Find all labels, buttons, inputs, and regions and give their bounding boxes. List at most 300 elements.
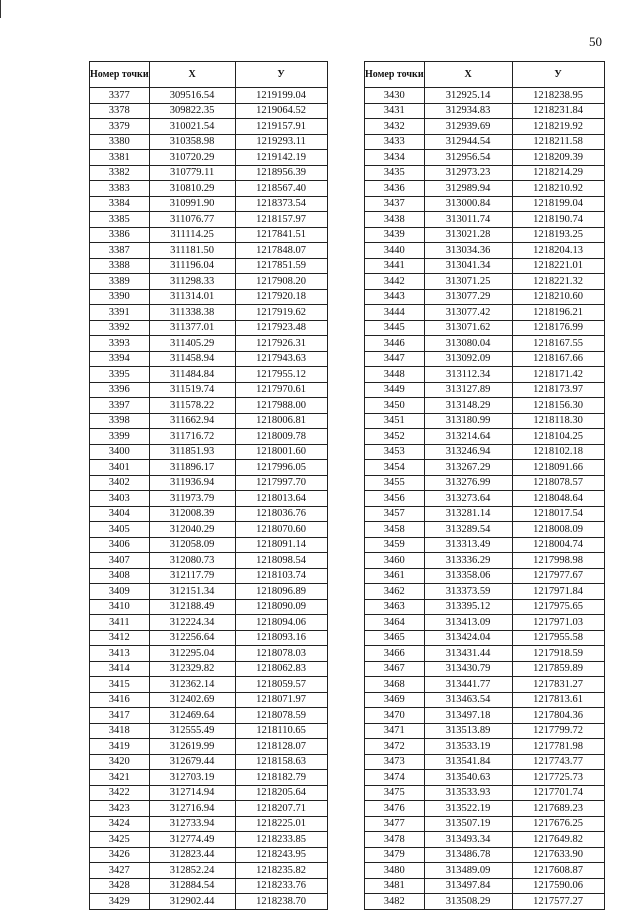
table-row bbox=[90, 491, 328, 507]
cell-y: 1218219.92 bbox=[512, 119, 604, 135]
cell-point-number: 3457 bbox=[365, 506, 425, 522]
cell-y: 1218008.09 bbox=[512, 522, 604, 538]
cell-y: 1217908.20 bbox=[235, 274, 327, 290]
cell-point-number: 3382 bbox=[90, 165, 150, 181]
cell-y: 1218062.83 bbox=[235, 661, 327, 677]
table-row bbox=[90, 398, 328, 414]
cell-point-number: 3410 bbox=[90, 599, 150, 615]
cell-point-number: 3478 bbox=[365, 832, 425, 848]
cell-point-number: 3481 bbox=[365, 878, 425, 894]
cell-y: 1218093.16 bbox=[235, 630, 327, 646]
cell-y: 1219199.04 bbox=[235, 88, 327, 104]
table-row bbox=[365, 754, 605, 770]
cell-y: 1218004.74 bbox=[512, 537, 604, 553]
cell-x: 311662.94 bbox=[149, 413, 235, 429]
cell-y: 1218078.03 bbox=[235, 646, 327, 662]
cell-point-number: 3418 bbox=[90, 723, 150, 739]
table-row bbox=[90, 336, 328, 352]
cell-point-number: 3417 bbox=[90, 708, 150, 724]
cell-x: 313522.19 bbox=[424, 801, 512, 817]
cell-y: 1217676.25 bbox=[512, 816, 604, 832]
cell-y: 1218104.25 bbox=[512, 429, 604, 445]
cell-point-number: 3442 bbox=[365, 274, 425, 290]
cell-x: 313395.12 bbox=[424, 599, 512, 615]
cell-y: 1218193.25 bbox=[512, 227, 604, 243]
cell-x: 311314.01 bbox=[149, 289, 235, 305]
cell-y: 1218214.29 bbox=[512, 165, 604, 181]
cell-point-number: 3400 bbox=[90, 444, 150, 460]
table-row bbox=[365, 382, 605, 398]
table-row bbox=[365, 274, 605, 290]
cell-point-number: 3404 bbox=[90, 506, 150, 522]
cell-point-number: 3428 bbox=[90, 878, 150, 894]
table-row bbox=[90, 506, 328, 522]
header-x: Х bbox=[424, 62, 512, 88]
cell-x: 312679.44 bbox=[149, 754, 235, 770]
cell-point-number: 3443 bbox=[365, 289, 425, 305]
cell-point-number: 3445 bbox=[365, 320, 425, 336]
cell-y: 1218071.97 bbox=[235, 692, 327, 708]
cell-x: 313276.99 bbox=[424, 475, 512, 491]
table-row bbox=[90, 258, 328, 274]
cell-y: 1218182.79 bbox=[235, 770, 327, 786]
cell-point-number: 3403 bbox=[90, 491, 150, 507]
table-row bbox=[90, 227, 328, 243]
table-row bbox=[90, 382, 328, 398]
table-row bbox=[365, 429, 605, 445]
cell-point-number: 3390 bbox=[90, 289, 150, 305]
cell-y: 1217725.73 bbox=[512, 770, 604, 786]
cell-point-number: 3389 bbox=[90, 274, 150, 290]
cell-point-number: 3422 bbox=[90, 785, 150, 801]
cell-x: 312823.44 bbox=[149, 847, 235, 863]
cell-x: 313497.18 bbox=[424, 708, 512, 724]
table-row bbox=[90, 88, 328, 104]
cell-y: 1218173.97 bbox=[512, 382, 604, 398]
header-x: Х bbox=[149, 62, 235, 88]
cell-y: 1218059.57 bbox=[235, 677, 327, 693]
cell-point-number: 3407 bbox=[90, 553, 150, 569]
cell-point-number: 3377 bbox=[90, 88, 150, 104]
cell-y: 1218207.71 bbox=[235, 801, 327, 817]
table-row bbox=[90, 165, 328, 181]
cell-x: 313267.29 bbox=[424, 460, 512, 476]
cell-x: 312939.69 bbox=[424, 119, 512, 135]
table-row bbox=[365, 243, 605, 259]
cell-y: 1218103.74 bbox=[235, 568, 327, 584]
cell-x: 311716.72 bbox=[149, 429, 235, 445]
cell-point-number: 3412 bbox=[90, 630, 150, 646]
cell-x: 313281.14 bbox=[424, 506, 512, 522]
cell-x: 313358.06 bbox=[424, 568, 512, 584]
table-row bbox=[365, 894, 605, 910]
cell-y: 1218171.42 bbox=[512, 367, 604, 383]
cell-x: 313493.34 bbox=[424, 832, 512, 848]
cell-x: 312329.82 bbox=[149, 661, 235, 677]
table-row bbox=[365, 553, 605, 569]
table-row bbox=[90, 754, 328, 770]
cell-x: 313424.04 bbox=[424, 630, 512, 646]
cell-point-number: 3475 bbox=[365, 785, 425, 801]
cell-point-number: 3391 bbox=[90, 305, 150, 321]
cell-y: 1217804.36 bbox=[512, 708, 604, 724]
table-row bbox=[365, 181, 605, 197]
table-row bbox=[90, 134, 328, 150]
cell-point-number: 3421 bbox=[90, 770, 150, 786]
table-row bbox=[365, 134, 605, 150]
cell-point-number: 3456 bbox=[365, 491, 425, 507]
cell-x: 309822.35 bbox=[149, 103, 235, 119]
cell-point-number: 3379 bbox=[90, 119, 150, 135]
cell-x: 313413.09 bbox=[424, 615, 512, 631]
cell-point-number: 3480 bbox=[365, 863, 425, 879]
table-row bbox=[365, 863, 605, 879]
table-row bbox=[365, 568, 605, 584]
cell-point-number: 3397 bbox=[90, 398, 150, 414]
cell-point-number: 3462 bbox=[365, 584, 425, 600]
cell-x: 312934.83 bbox=[424, 103, 512, 119]
cell-x: 313000.84 bbox=[424, 196, 512, 212]
table-row bbox=[365, 801, 605, 817]
cell-point-number: 3459 bbox=[365, 537, 425, 553]
cell-y: 1218221.01 bbox=[512, 258, 604, 274]
cell-y: 1219064.52 bbox=[235, 103, 327, 119]
table-row bbox=[365, 119, 605, 135]
cell-point-number: 3450 bbox=[365, 398, 425, 414]
cell-y: 1217988.00 bbox=[235, 398, 327, 414]
cell-x: 312151.34 bbox=[149, 584, 235, 600]
cell-y: 1218956.39 bbox=[235, 165, 327, 181]
cell-x: 313336.29 bbox=[424, 553, 512, 569]
cell-x: 312555.49 bbox=[149, 723, 235, 739]
table-row bbox=[90, 212, 328, 228]
table-row bbox=[365, 506, 605, 522]
table-row bbox=[90, 568, 328, 584]
table-row bbox=[365, 413, 605, 429]
table-row bbox=[90, 785, 328, 801]
cell-x: 312402.69 bbox=[149, 692, 235, 708]
cell-point-number: 3436 bbox=[365, 181, 425, 197]
cell-x: 311114.25 bbox=[149, 227, 235, 243]
table-row bbox=[90, 692, 328, 708]
cell-point-number: 3463 bbox=[365, 599, 425, 615]
cell-y: 1217743.77 bbox=[512, 754, 604, 770]
cell-x: 312989.94 bbox=[424, 181, 512, 197]
table-row bbox=[90, 537, 328, 553]
cell-y: 1218070.60 bbox=[235, 522, 327, 538]
header-y: У bbox=[235, 62, 327, 88]
cell-point-number: 3406 bbox=[90, 537, 150, 553]
cell-y: 1217831.27 bbox=[512, 677, 604, 693]
cell-x: 312117.79 bbox=[149, 568, 235, 584]
cell-x: 313489.09 bbox=[424, 863, 512, 879]
table-row bbox=[90, 119, 328, 135]
table-row bbox=[365, 708, 605, 724]
cell-x: 313313.49 bbox=[424, 537, 512, 553]
cell-point-number: 3399 bbox=[90, 429, 150, 445]
cell-y: 1217970.61 bbox=[235, 382, 327, 398]
table-row bbox=[365, 646, 605, 662]
cell-x: 311076.77 bbox=[149, 212, 235, 228]
cell-point-number: 3472 bbox=[365, 739, 425, 755]
table-row bbox=[90, 816, 328, 832]
cell-y: 1218009.78 bbox=[235, 429, 327, 445]
cell-x: 312362.14 bbox=[149, 677, 235, 693]
table-row bbox=[90, 475, 328, 491]
table-row bbox=[365, 537, 605, 553]
table-row bbox=[365, 289, 605, 305]
cell-y: 1218211.58 bbox=[512, 134, 604, 150]
cell-x: 313533.19 bbox=[424, 739, 512, 755]
cell-y: 1218210.92 bbox=[512, 181, 604, 197]
cell-point-number: 3441 bbox=[365, 258, 425, 274]
cell-point-number: 3393 bbox=[90, 336, 150, 352]
cell-point-number: 3470 bbox=[365, 708, 425, 724]
cell-y: 1218233.85 bbox=[235, 832, 327, 848]
cell-x: 311519.74 bbox=[149, 382, 235, 398]
cell-x: 310810.29 bbox=[149, 181, 235, 197]
cell-point-number: 3395 bbox=[90, 367, 150, 383]
cell-x: 310021.54 bbox=[149, 119, 235, 135]
cell-point-number: 3381 bbox=[90, 150, 150, 166]
cell-x: 312774.49 bbox=[149, 832, 235, 848]
cell-x: 309516.54 bbox=[149, 88, 235, 104]
cell-x: 313497.84 bbox=[424, 878, 512, 894]
cell-point-number: 3385 bbox=[90, 212, 150, 228]
cell-y: 1218190.74 bbox=[512, 212, 604, 228]
cell-x: 312703.19 bbox=[149, 770, 235, 786]
cell-point-number: 3466 bbox=[365, 646, 425, 662]
cell-point-number: 3477 bbox=[365, 816, 425, 832]
cell-x: 313508.29 bbox=[424, 894, 512, 910]
table-row bbox=[90, 847, 328, 863]
cell-x: 311578.22 bbox=[149, 398, 235, 414]
cell-point-number: 3384 bbox=[90, 196, 150, 212]
table-row bbox=[90, 444, 328, 460]
cell-point-number: 3409 bbox=[90, 584, 150, 600]
cell-point-number: 3434 bbox=[365, 150, 425, 166]
table-row bbox=[365, 351, 605, 367]
table-row bbox=[90, 615, 328, 631]
cell-point-number: 3449 bbox=[365, 382, 425, 398]
cell-x: 313246.94 bbox=[424, 444, 512, 460]
cell-y: 1217997.70 bbox=[235, 475, 327, 491]
cell-y: 1218091.14 bbox=[235, 537, 327, 553]
cell-x: 313071.25 bbox=[424, 274, 512, 290]
cell-x: 311196.04 bbox=[149, 258, 235, 274]
cell-y: 1218567.40 bbox=[235, 181, 327, 197]
cell-point-number: 3411 bbox=[90, 615, 150, 631]
cell-y: 1217841.51 bbox=[235, 227, 327, 243]
table-row bbox=[90, 708, 328, 724]
cell-x: 312058.09 bbox=[149, 537, 235, 553]
cell-y: 1218017.54 bbox=[512, 506, 604, 522]
cell-y: 1217998.98 bbox=[512, 553, 604, 569]
cell-y: 1218238.95 bbox=[512, 88, 604, 104]
cell-point-number: 3415 bbox=[90, 677, 150, 693]
cell-point-number: 3444 bbox=[365, 305, 425, 321]
cell-y: 1217975.65 bbox=[512, 599, 604, 615]
cell-x: 312944.54 bbox=[424, 134, 512, 150]
table-row bbox=[365, 832, 605, 848]
cell-point-number: 3438 bbox=[365, 212, 425, 228]
cell-point-number: 3378 bbox=[90, 103, 150, 119]
table-row bbox=[365, 692, 605, 708]
cell-point-number: 3420 bbox=[90, 754, 150, 770]
cell-y: 1217926.31 bbox=[235, 336, 327, 352]
cell-x: 313540.63 bbox=[424, 770, 512, 786]
table-row bbox=[365, 615, 605, 631]
table-row bbox=[365, 816, 605, 832]
cell-point-number: 3388 bbox=[90, 258, 150, 274]
page-number: 50 bbox=[589, 34, 602, 49]
cell-point-number: 3458 bbox=[365, 522, 425, 538]
cell-point-number: 3432 bbox=[365, 119, 425, 135]
table-row bbox=[90, 646, 328, 662]
table-row bbox=[90, 801, 328, 817]
cell-y: 1218167.66 bbox=[512, 351, 604, 367]
cell-y: 1218167.55 bbox=[512, 336, 604, 352]
cell-point-number: 3465 bbox=[365, 630, 425, 646]
header-point-number: Номер точки bbox=[365, 62, 425, 88]
cell-y: 1217649.82 bbox=[512, 832, 604, 848]
cell-y: 1217781.98 bbox=[512, 739, 604, 755]
cell-x: 313507.19 bbox=[424, 816, 512, 832]
cell-x: 310720.29 bbox=[149, 150, 235, 166]
cell-x: 313463.54 bbox=[424, 692, 512, 708]
table-row bbox=[90, 351, 328, 367]
cell-x: 313273.64 bbox=[424, 491, 512, 507]
cell-x: 313430.79 bbox=[424, 661, 512, 677]
coordinates-table-left bbox=[89, 61, 328, 910]
cell-y: 1217918.59 bbox=[512, 646, 604, 662]
cell-point-number: 3426 bbox=[90, 847, 150, 863]
cell-y: 1217689.23 bbox=[512, 801, 604, 817]
cell-point-number: 3461 bbox=[365, 568, 425, 584]
table-row bbox=[365, 723, 605, 739]
cell-y: 1218209.39 bbox=[512, 150, 604, 166]
cell-y: 1218158.63 bbox=[235, 754, 327, 770]
cell-y: 1218196.21 bbox=[512, 305, 604, 321]
cell-x: 313289.54 bbox=[424, 522, 512, 538]
cell-x: 312188.49 bbox=[149, 599, 235, 615]
cell-y: 1218235.82 bbox=[235, 863, 327, 879]
table-row bbox=[365, 785, 605, 801]
cell-point-number: 3452 bbox=[365, 429, 425, 445]
cell-point-number: 3392 bbox=[90, 320, 150, 336]
table-row bbox=[90, 103, 328, 119]
cell-x: 313112.34 bbox=[424, 367, 512, 383]
table-row bbox=[365, 599, 605, 615]
cell-y: 1218243.95 bbox=[235, 847, 327, 863]
cell-y: 1218036.76 bbox=[235, 506, 327, 522]
cell-point-number: 3396 bbox=[90, 382, 150, 398]
cell-x: 312714.94 bbox=[149, 785, 235, 801]
cell-x: 312973.23 bbox=[424, 165, 512, 181]
cell-x: 313071.62 bbox=[424, 320, 512, 336]
cell-x: 310991.90 bbox=[149, 196, 235, 212]
cell-y: 1217943.63 bbox=[235, 351, 327, 367]
cell-x: 310779.11 bbox=[149, 165, 235, 181]
cell-x: 313373.59 bbox=[424, 584, 512, 600]
cell-x: 313431.44 bbox=[424, 646, 512, 662]
cell-y: 1217977.67 bbox=[512, 568, 604, 584]
cell-y: 1219142.19 bbox=[235, 150, 327, 166]
table-row bbox=[90, 413, 328, 429]
cell-x: 313092.09 bbox=[424, 351, 512, 367]
cell-point-number: 3433 bbox=[365, 134, 425, 150]
table-row bbox=[90, 460, 328, 476]
table-row bbox=[90, 863, 328, 879]
cell-y: 1217955.58 bbox=[512, 630, 604, 646]
cell-y: 1218094.06 bbox=[235, 615, 327, 631]
cell-x: 312256.64 bbox=[149, 630, 235, 646]
cell-point-number: 3398 bbox=[90, 413, 150, 429]
cell-point-number: 3405 bbox=[90, 522, 150, 538]
cell-x: 312619.99 bbox=[149, 739, 235, 755]
cell-point-number: 3468 bbox=[365, 677, 425, 693]
table-row bbox=[365, 770, 605, 786]
cell-y: 1218205.64 bbox=[235, 785, 327, 801]
table-row bbox=[90, 243, 328, 259]
table-row bbox=[365, 398, 605, 414]
cell-point-number: 3437 bbox=[365, 196, 425, 212]
cell-y: 1218013.64 bbox=[235, 491, 327, 507]
table-row bbox=[365, 661, 605, 677]
cell-point-number: 3454 bbox=[365, 460, 425, 476]
table-row bbox=[365, 630, 605, 646]
cell-y: 1217955.12 bbox=[235, 367, 327, 383]
header-y: У bbox=[512, 62, 604, 88]
cell-point-number: 3474 bbox=[365, 770, 425, 786]
cell-y: 1219293.11 bbox=[235, 134, 327, 150]
cell-x: 311405.29 bbox=[149, 336, 235, 352]
cell-point-number: 3408 bbox=[90, 568, 150, 584]
cell-point-number: 3482 bbox=[365, 894, 425, 910]
cell-point-number: 3439 bbox=[365, 227, 425, 243]
cell-x: 313127.89 bbox=[424, 382, 512, 398]
table-row bbox=[365, 305, 605, 321]
cell-y: 1218098.54 bbox=[235, 553, 327, 569]
table-row bbox=[90, 181, 328, 197]
cell-point-number: 3425 bbox=[90, 832, 150, 848]
cell-x: 313148.29 bbox=[424, 398, 512, 414]
cell-y: 1218078.57 bbox=[512, 475, 604, 491]
cell-x: 313080.04 bbox=[424, 336, 512, 352]
cell-y: 1218006.81 bbox=[235, 413, 327, 429]
cell-point-number: 3414 bbox=[90, 661, 150, 677]
cell-x: 312040.29 bbox=[149, 522, 235, 538]
table-row bbox=[90, 274, 328, 290]
table-row bbox=[365, 491, 605, 507]
cell-y: 1218078.59 bbox=[235, 708, 327, 724]
cell-point-number: 3383 bbox=[90, 181, 150, 197]
table-row bbox=[365, 367, 605, 383]
cell-x: 312956.54 bbox=[424, 150, 512, 166]
table-row bbox=[90, 894, 328, 910]
cell-x: 313486.78 bbox=[424, 847, 512, 863]
cell-point-number: 3380 bbox=[90, 134, 150, 150]
cell-y: 1218221.32 bbox=[512, 274, 604, 290]
table-row bbox=[365, 103, 605, 119]
cell-point-number: 3386 bbox=[90, 227, 150, 243]
cell-x: 312852.24 bbox=[149, 863, 235, 879]
table-row bbox=[90, 553, 328, 569]
cell-point-number: 3429 bbox=[90, 894, 150, 910]
cell-x: 313021.28 bbox=[424, 227, 512, 243]
table-row bbox=[365, 88, 605, 104]
cell-y: 1217633.90 bbox=[512, 847, 604, 863]
